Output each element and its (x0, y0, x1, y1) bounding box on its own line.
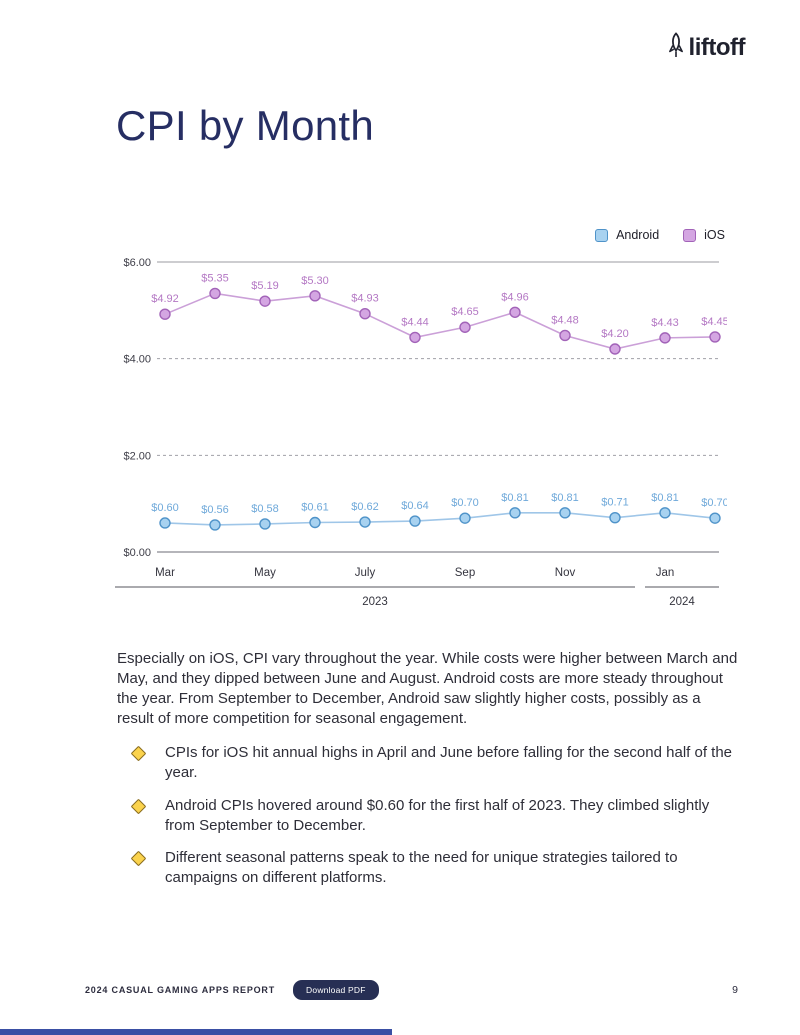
svg-text:$4.00: $4.00 (123, 353, 151, 366)
svg-text:$4.43: $4.43 (651, 316, 679, 329)
data-point-android-jun (310, 517, 320, 527)
svg-text:$0.56: $0.56 (201, 503, 229, 516)
svg-text:$0.70: $0.70 (701, 497, 727, 510)
svg-text:$0.81: $0.81 (551, 491, 579, 504)
page-title: CPI by Month (116, 102, 375, 149)
svg-text:July: July (354, 567, 376, 579)
svg-text:$0.81: $0.81 (651, 491, 679, 504)
svg-text:$4.92: $4.92 (151, 293, 179, 306)
diamond-bullet-icon (131, 798, 147, 814)
svg-text:$6.00: $6.00 (123, 257, 151, 269)
cpi-by-month-chart (107, 248, 727, 615)
legend-item-android (595, 228, 659, 242)
data-point-android-oct (510, 508, 520, 518)
legend-item-ios (683, 228, 725, 242)
legend-label: Android (616, 228, 660, 242)
svg-text:Jan: Jan (655, 567, 675, 579)
svg-text:$0.70: $0.70 (451, 497, 479, 510)
svg-text:$4.65: $4.65 (451, 306, 479, 319)
legend-swatch (683, 229, 696, 242)
svg-text:$0.64: $0.64 (401, 500, 429, 513)
bullet-text: CPIs for iOS hit annual highs in April and June before falling for the second half of the year. (165, 744, 733, 782)
legend-label: iOS (704, 228, 725, 242)
data-point-android-jul (360, 517, 370, 527)
bullet-text: Different seasonal patterns speak to the need for unique strategies tailored to campaigns on different platforms. (165, 849, 678, 887)
series-ios (151, 272, 727, 354)
data-point-ios-dec (610, 344, 620, 354)
svg-text:$2.00: $2.00 (123, 450, 151, 463)
data-point-ios-jul (360, 309, 370, 319)
series-android (151, 492, 727, 530)
data-point-android-feb (710, 513, 720, 523)
svg-text:$4.48: $4.48 (551, 314, 579, 327)
svg-text:May: May (254, 567, 276, 579)
data-point-ios-mar (160, 309, 170, 319)
svg-text:$0.00: $0.00 (123, 546, 151, 559)
page-footer (85, 980, 738, 1000)
svg-text:Sep: Sep (454, 567, 476, 579)
svg-text:$5.30: $5.30 (301, 274, 329, 287)
download-pdf-button[interactable]: Download PDF (293, 980, 379, 1000)
bullet-text: Android CPIs hovered around $0.60 for the first half of 2023. They climbed slightly from September to December. (165, 796, 710, 834)
svg-text:2024: 2024 (669, 596, 695, 608)
data-point-ios-may (260, 296, 270, 306)
data-point-ios-aug (410, 332, 420, 342)
svg-text:$0.60: $0.60 (151, 501, 179, 514)
bullet-item (133, 848, 733, 889)
svg-text:$0.62: $0.62 (351, 501, 379, 514)
data-point-ios-jan (660, 333, 670, 343)
svg-text:$0.61: $0.61 (301, 501, 329, 514)
data-point-android-apr (210, 520, 220, 530)
data-point-android-nov (560, 508, 570, 518)
body-paragraph: Especially on iOS, CPI vary throughout the year. While costs were higher between March and May, and they dipped between June and August. Android costs are more steady throughout the year. From September to December, Android saw slightly higher costs, possibly as a result of more competition for seasonal engagement. (117, 650, 738, 728)
cpi-line-chart (107, 248, 727, 610)
svg-text:Nov: Nov (554, 567, 576, 579)
rocket-icon (666, 32, 686, 64)
svg-text:Mar: Mar (155, 567, 175, 579)
diamond-bullet-icon (131, 746, 147, 762)
data-point-android-mar (160, 518, 170, 528)
data-point-ios-apr (210, 288, 220, 298)
footer-report-title: 2024 CASUAL GAMING APPS REPORT (85, 985, 276, 995)
data-point-ios-nov (560, 330, 570, 340)
diamond-bullet-icon (131, 851, 147, 867)
bullet-item (133, 796, 733, 837)
svg-text:$4.20: $4.20 (601, 327, 629, 340)
data-point-ios-oct (510, 307, 520, 317)
data-point-android-jan (660, 508, 670, 518)
svg-text:$4.96: $4.96 (501, 291, 529, 304)
bullet-list (133, 743, 733, 901)
data-point-ios-jun (310, 291, 320, 301)
svg-text:$0.71: $0.71 (601, 496, 629, 509)
svg-text:$4.93: $4.93 (351, 292, 379, 305)
svg-text:$4.44: $4.44 (401, 316, 429, 329)
liftoff-logo (666, 32, 745, 64)
svg-text:$0.58: $0.58 (251, 502, 279, 515)
bullet-item (133, 743, 733, 784)
data-point-ios-sep (460, 322, 470, 332)
data-point-android-aug (410, 516, 420, 526)
data-point-android-sep (460, 513, 470, 523)
chart-legend (595, 228, 725, 242)
svg-text:2023: 2023 (362, 596, 388, 608)
data-point-ios-feb (710, 332, 720, 342)
data-point-android-dec (610, 513, 620, 523)
svg-text:$4.45: $4.45 (701, 315, 727, 328)
svg-text:$5.35: $5.35 (201, 272, 229, 285)
svg-text:$0.81: $0.81 (501, 491, 529, 504)
page-number: 9 (732, 984, 738, 996)
logo-text: liftoff (688, 34, 745, 61)
legend-swatch (595, 229, 608, 242)
bottom-accent-bar (0, 1029, 392, 1035)
data-point-android-may (260, 519, 270, 529)
svg-text:$5.19: $5.19 (251, 280, 279, 293)
